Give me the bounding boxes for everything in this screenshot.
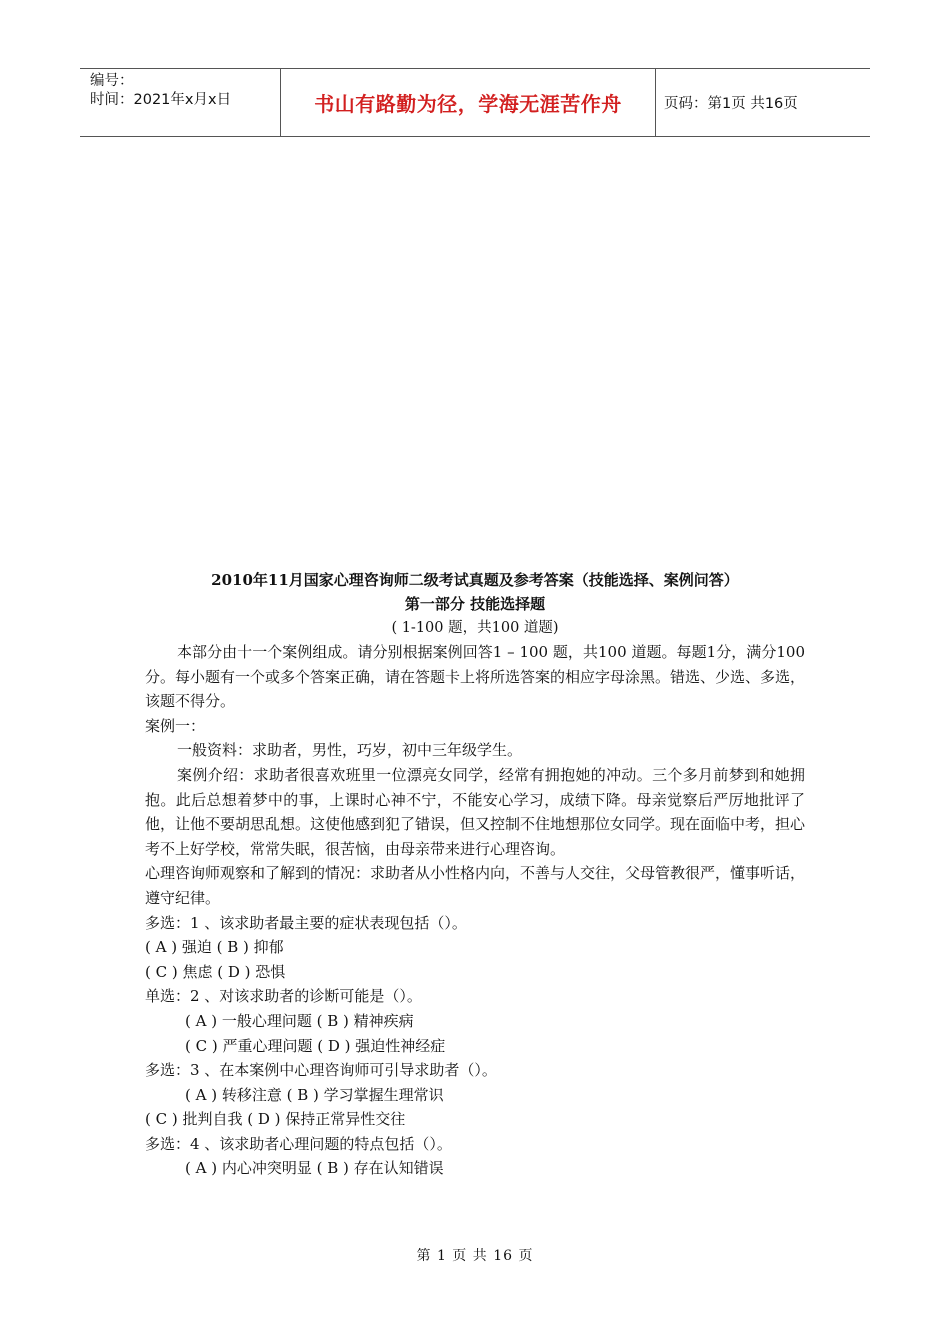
document-title: 2010年11月国家心理咨询师二级考试真题及参考答案（技能选择、案例问答） — [211, 571, 739, 589]
header-table — [80, 68, 870, 137]
general-info: 一般资料：求助者，男性，巧岁，初中三年级学生。 — [177, 741, 523, 760]
number-label: 编号： — [90, 73, 134, 89]
question-4-options-ab: ( A ) 内心冲突明显 ( B ) 存在认知错误 — [185, 1159, 444, 1178]
observation: 心理咨询师观察和了解到的情况：求助者从小性格内向，不善与人交往，父母管教很严，懂事听话，遵守纪律。 — [145, 864, 806, 907]
question-3-options-cd: ( C ) 批判自我 ( D ) 保持正常异性交往 — [145, 1110, 406, 1129]
question-range: ( 1-100 题，共100 道题) — [391, 620, 559, 636]
footer-page-number: 第 1 页 共 16 页 — [416, 1248, 534, 1264]
question-2-options-ab: ( A ) 一般心理问题 ( B ) 精神疾病 — [185, 1011, 414, 1030]
header-page-cell — [656, 69, 870, 136]
question-2: 单选：2 、对该求助者的诊断可能是（）。 — [145, 987, 422, 1006]
page-footer — [0, 1245, 950, 1265]
question-3: 多选：3 、在本案例中心理咨询师可引导求助者（）。 — [145, 1061, 497, 1080]
header-info-cell — [80, 69, 281, 136]
question-1: 多选：1 、该求助者最主要的症状表现包括（）。 — [145, 913, 467, 932]
date-label: 时间：2021年x月x日 — [90, 92, 232, 108]
part-title: 第一部分 技能选择题 — [404, 595, 546, 613]
intro-paragraph: 本部分由十一个案例组成。请分别根据案例回答1 – 100 题，共100 道题。每题1分，满分100 分。每小题有一个或多个答案正确，请在答题卡上将所选答案的相应字母涂黑。错选、少选、多选，该题不得分。 — [145, 643, 806, 711]
question-2-options-cd: ( C ) 严重心理问题 ( D ) 强迫性神经症 — [185, 1036, 446, 1055]
question-3-options-ab: ( A ) 转移注意 ( B ) 学习掌握生理常识 — [185, 1085, 444, 1104]
case-intro: 案例介绍：求助者很喜欢班里一位漂亮女同学，经常有拥抱她的冲动。三个多月前梦到和她拥抱。此后总想着梦中的事，上课时心神不宁，不能安心学习，成绩下降。母亲觉察后严厉地批评了他，让他不要胡思乱想。这使他感到犯了错误，但又控制不住地想那位女同学。现在面临中考，担心考不上好学校，常常失眠，很苦恼，由母亲带来进行心理咨询。 — [145, 765, 806, 858]
page-info: 页码：第1页 共16页 — [664, 96, 798, 112]
case-label: 案例一： — [145, 716, 206, 735]
header-motto-cell — [281, 69, 656, 136]
motto-text: 书山有路勤为径，学海无涯苦作舟 — [314, 92, 622, 116]
question-1-options-cd: ( C ) 焦虑 ( D ) 恐惧 — [145, 962, 286, 981]
document-body — [145, 568, 805, 1181]
question-1-options-ab: ( A ) 强迫 ( B ) 抑郁 — [145, 938, 284, 957]
question-4: 多选：4 、该求助者心理问题的特点包括（）。 — [145, 1134, 452, 1153]
